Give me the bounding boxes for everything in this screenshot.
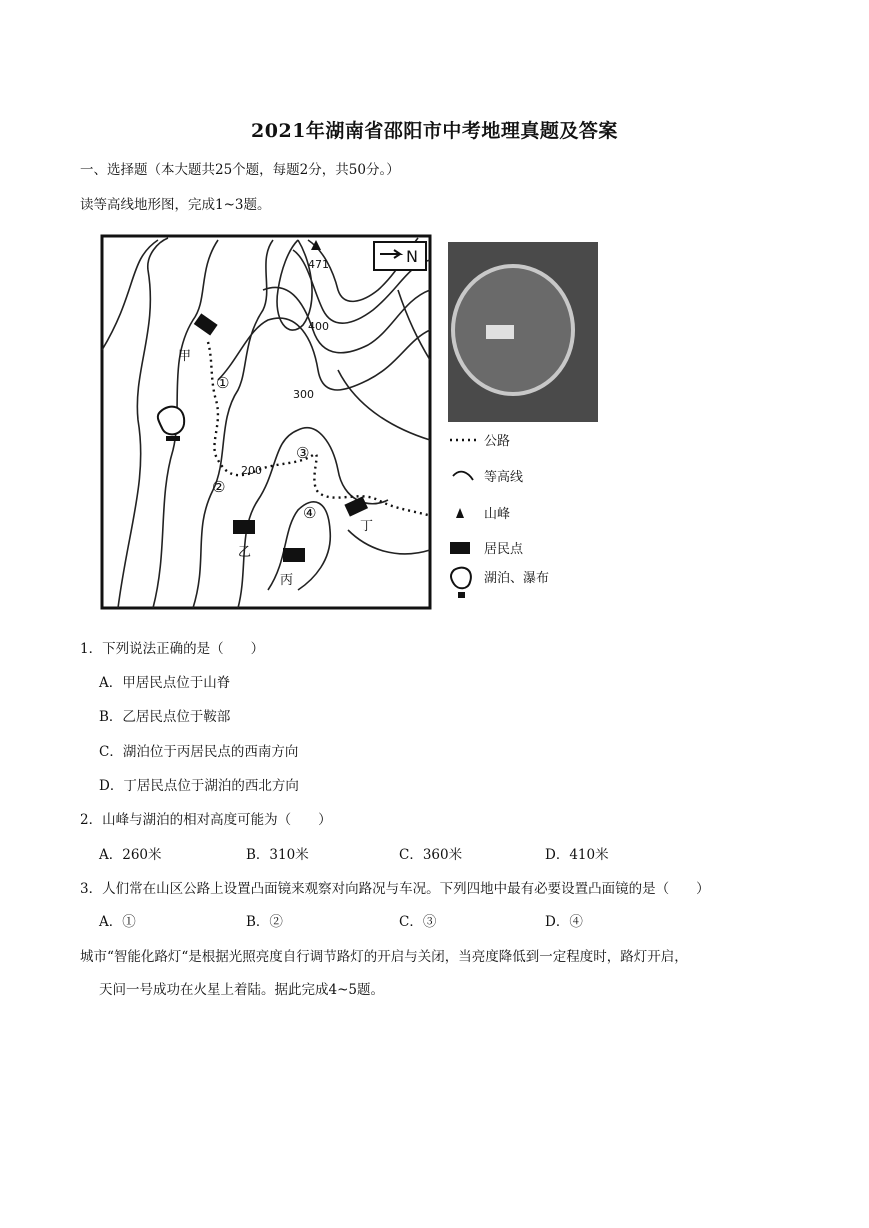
question-2-stem: 2．山峰与湖泊的相对高度可能为（ ） [80,812,332,828]
legend-settlement-label: 居民点 [484,542,524,557]
settlement-yi [233,520,255,534]
road-point-4: ④ [303,504,317,522]
settlement-label-yi: 乙 [238,545,252,560]
north-label: N [406,247,418,266]
legend-lake-label: 湖泊、瀑布 [484,571,550,586]
legend-peak-icon [456,508,464,518]
question-1-option-c: C．湖泊位于丙居民点的西南方向 [99,744,299,760]
settlement-label-jia: 甲 [178,349,192,364]
question-3-option-a: A．① [99,914,136,930]
map-legend [450,434,549,598]
section-heading: 一、选择题（本大题共25个题，每题2分，共50分。） [80,162,400,178]
question-2-option-a: A．260米 [99,847,162,863]
intro-text: 读等高线地形图，完成1~3题。 [80,197,271,213]
contour-map-figure [98,230,608,615]
mirror-reflection [486,325,514,339]
question-2-option-b: B．310米 [246,847,309,863]
road-point-1: ① [216,374,230,392]
legend-road-label: 公路 [484,434,511,449]
contour-label-200: 200 [241,464,262,477]
settlement-label-ding: 丁 [360,519,374,534]
question-2-option-d: D．410米 [545,847,609,863]
question-2-option-c: C．360米 [399,847,463,863]
legend-contour-icon [453,472,473,480]
question-3-option-d: D．④ [545,914,583,930]
question-3-stem: 3．人们常在山区公路上设置凸面镜来观察对向路况与车况。下列四地中最有必要设置凸面镜的是（ ） [80,881,710,897]
question-1-option-d: D．丁居民点位于湖泊的西北方向 [99,778,299,794]
road-point-3: ③ [296,444,310,462]
question-1-option-a: A．甲居民点位于山脊 [99,675,231,691]
passage-line-2: 天问一号成功在火星上着陆。据此完成4~5题。 [99,982,384,998]
contour-label-300: 300 [293,388,314,401]
passage-line-1: 城市“智能化路灯“是根据光照亮度自行调节路灯的开启与关闭，当亮度降低到一定程度时，路灯开启， [80,949,688,965]
peak-label: 471 [308,258,329,271]
question-3-option-b: B．② [246,914,283,930]
contour-label-400: 400 [308,320,329,333]
question-1-stem: 1．下列说法正确的是（ ） [80,641,265,657]
settlement-bing [283,548,305,562]
legend-contour-label: 等高线 [484,470,524,485]
question-3-option-c: C．③ [399,914,437,930]
question-1-option-b: B．乙居民点位于鞍部 [99,709,231,725]
legend-lake-icon [451,568,471,589]
waterfall-mark [166,436,180,441]
legend-settlement-icon [450,542,470,554]
north-arrow-box [374,242,426,270]
contour-map-svg [98,230,608,615]
legend-waterfall-icon [458,592,465,598]
road-point-2: ② [212,478,226,496]
settlement-label-bing: 丙 [280,573,294,588]
legend-peak-label: 山峰 [484,507,511,522]
page-title: 2021年湖南省邵阳市中考地理真题及答案 [251,120,618,142]
